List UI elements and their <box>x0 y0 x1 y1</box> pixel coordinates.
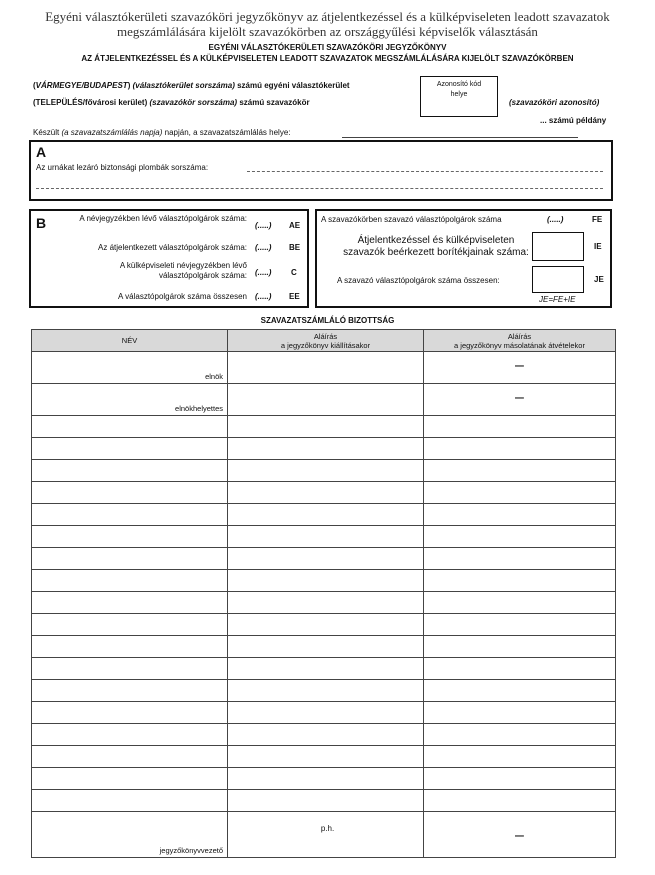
signature-cell[interactable] <box>228 438 424 460</box>
envelopes-label: Átjelentkezéssel és külképviseleten szavazók beérkezett borítékjainak száma: <box>343 235 529 258</box>
registered-voters-label: A névjegyzékben lévő választópolgárok száma: <box>79 214 247 223</box>
table-row <box>32 768 616 790</box>
code-fe: FE <box>592 215 603 224</box>
name-cell[interactable] <box>32 592 228 614</box>
table-row <box>32 352 616 384</box>
signature-cell[interactable] <box>228 460 424 482</box>
signature-cell[interactable] <box>424 416 616 438</box>
total-voting-label: A szavazó választópolgárok száma összesen: <box>337 276 500 285</box>
name-cell[interactable] <box>32 680 228 702</box>
name-cell[interactable] <box>32 548 228 570</box>
header-station-line: (TELEPÜLÉS/fővárosi kerület) (szavazókör sorszáma) számú szavazókör <box>33 98 310 107</box>
name-cell[interactable] <box>32 570 228 592</box>
code-be: BE <box>289 243 301 252</box>
id-code-label: Azonosító kód helye <box>436 81 482 98</box>
table-row <box>32 570 616 592</box>
code-ie: IE <box>594 242 602 251</box>
section-a-letter: A <box>36 144 47 160</box>
signature-cell[interactable] <box>424 526 616 548</box>
column-header-signature-copy: Aláírás a jegyzőkönyv másolatának átvételekor <box>424 330 616 352</box>
copy-number: ... számú példány <box>540 116 607 125</box>
transferred-voters-value[interactable]: (.....) <box>255 243 272 252</box>
table-row <box>32 482 616 504</box>
signature-cell[interactable] <box>228 812 424 858</box>
table-row <box>32 384 616 416</box>
signature-cell[interactable] <box>228 614 424 636</box>
signature-cell[interactable] <box>424 636 616 658</box>
signature-dash: – <box>424 352 616 384</box>
station-number-field[interactable]: (szavazókör sorszáma) <box>149 98 238 107</box>
column-header-name: NÉV <box>32 330 228 352</box>
code-ae: AE <box>289 221 301 230</box>
role-clerk[interactable]: jegyzőkönyvvezető <box>32 812 228 858</box>
district-number-field[interactable]: (választókerület sorszáma) <box>132 81 235 90</box>
section-b-left <box>29 209 309 308</box>
made-line: Készült (a szavazatszámlálás napja) napján, a szavazatszámlálás helye: <box>33 128 291 137</box>
document-heading-line-1: Egyéni választókerületi szavazóköri jegyzőkönyv az átjelentkezéssel és a külképviseleten leadott szavazatok <box>45 9 610 24</box>
title-line-1: EGYÉNI VÁLASZTÓKERÜLETI SZAVAZÓKÖRI JEGYZŐKÖNYV <box>208 43 447 52</box>
envelopes-value-box[interactable] <box>532 232 584 261</box>
signature-cell[interactable] <box>424 438 616 460</box>
total-voting-value-box[interactable] <box>532 266 584 293</box>
id-code-box[interactable] <box>420 76 498 117</box>
name-cell[interactable] <box>32 658 228 680</box>
registered-voters-value[interactable]: (.....) <box>255 221 272 230</box>
count-location-field[interactable] <box>342 137 578 138</box>
signature-cell[interactable] <box>424 680 616 702</box>
signature-cell[interactable] <box>424 724 616 746</box>
signature-cell[interactable] <box>424 702 616 724</box>
seal-numbers-field-2[interactable] <box>36 188 603 189</box>
foreign-register-value[interactable]: (.....) <box>255 268 272 277</box>
signature-cell[interactable] <box>424 592 616 614</box>
signature-cell[interactable] <box>228 504 424 526</box>
signature-cell[interactable] <box>424 460 616 482</box>
name-cell[interactable] <box>32 416 228 438</box>
signature-cell[interactable] <box>228 658 424 680</box>
signature-cell[interactable] <box>228 768 424 790</box>
signature-cell[interactable] <box>424 570 616 592</box>
signature-cell[interactable] <box>228 680 424 702</box>
signature-cell[interactable] <box>228 352 424 384</box>
name-cell[interactable] <box>32 746 228 768</box>
signature-cell[interactable] <box>424 768 616 790</box>
county-field[interactable]: VÁRMEGYE/BUDAPEST <box>35 81 128 90</box>
signature-cell[interactable] <box>424 746 616 768</box>
signature-cell[interactable] <box>228 636 424 658</box>
signature-cell[interactable] <box>228 724 424 746</box>
signature-cell[interactable] <box>228 482 424 504</box>
name-cell[interactable] <box>32 768 228 790</box>
name-cell[interactable] <box>32 526 228 548</box>
title-line-2: AZ ÁTJELENTKEZÉSSEL ÉS A KÜLKÉPVISELETEN LEADOTT SZAVAZATOK MEGSZÁMLÁLÁSÁRA KIJELÖLT SZAVAZÓKÖRBEN <box>81 54 574 63</box>
settlement-field[interactable]: (TELEPÜLÉS/fővárosi kerület) <box>33 98 148 107</box>
document-heading-line-2: megszámlálására kijelölt szavazókörben az országgyűlési képviselők választásán <box>117 24 538 39</box>
name-cell[interactable] <box>32 438 228 460</box>
table-row <box>32 724 616 746</box>
code-c: C <box>291 268 297 277</box>
stamp-placeholder: p.h. <box>320 824 335 833</box>
table-row <box>32 438 616 460</box>
signature-cell[interactable] <box>228 592 424 614</box>
signature-cell[interactable] <box>424 658 616 680</box>
name-cell[interactable] <box>32 504 228 526</box>
section-b-letter: B <box>36 215 47 231</box>
count-date-field[interactable]: (a szavazatszámlálás napja) <box>61 128 163 137</box>
code-ee: EE <box>289 292 300 301</box>
header-district-line: (VÁRMEGYE/BUDAPEST) (választókerület sorszáma) számú egyéni választókerület <box>33 81 350 90</box>
signature-cell[interactable] <box>228 746 424 768</box>
signature-cell[interactable] <box>228 570 424 592</box>
signature-cell[interactable] <box>228 526 424 548</box>
name-cell[interactable] <box>32 702 228 724</box>
voting-voters-value[interactable]: (.....) <box>547 215 564 224</box>
signature-cell[interactable] <box>424 482 616 504</box>
section-a <box>29 140 613 201</box>
column-header-signature-issue: Aláírás a jegyzőkönyv kiállításakor <box>228 330 424 352</box>
table-row <box>32 548 616 570</box>
section-b-right <box>315 209 612 308</box>
signature-cell[interactable] <box>424 548 616 570</box>
seal-numbers-field-1[interactable] <box>247 171 603 172</box>
name-cell[interactable] <box>32 636 228 658</box>
signature-cell[interactable] <box>228 790 424 812</box>
transferred-voters-label: Az átjelentkezett választópolgárok száma: <box>98 243 247 252</box>
signature-cell[interactable] <box>228 548 424 570</box>
signature-cell[interactable] <box>228 702 424 724</box>
name-cell[interactable] <box>32 482 228 504</box>
role-chair[interactable]: elnök <box>32 352 228 384</box>
name-cell[interactable] <box>32 724 228 746</box>
formula: JE=FE+IE <box>539 295 576 304</box>
committee-title: SZAVAZATSZÁMLÁLÓ BIZOTTSÁG <box>260 316 395 325</box>
station-id-field[interactable]: (szavazóköri azonosító) <box>509 98 600 107</box>
signature-dash: – <box>424 812 616 858</box>
table-row <box>32 812 616 858</box>
role-vice-chair[interactable]: elnökhelyettes <box>32 384 228 416</box>
table-row <box>32 702 616 724</box>
voting-voters-label: A szavazókörben szavazó választópolgárok száma <box>321 215 502 224</box>
table-row <box>32 636 616 658</box>
signature-cell[interactable] <box>228 416 424 438</box>
total-voters-label: A választópolgárok száma összesen <box>118 292 247 301</box>
seal-numbers-label: Az urnákat lezáró biztonsági plombák sorszáma: <box>36 163 209 172</box>
signature-cell[interactable] <box>424 614 616 636</box>
table-row <box>32 592 616 614</box>
table-row <box>32 658 616 680</box>
foreign-register-label: A külképviseleti névjegyzékben lévő választópolgárok száma: <box>119 261 247 280</box>
signature-cell[interactable] <box>424 790 616 812</box>
name-cell[interactable] <box>32 790 228 812</box>
table-row <box>32 504 616 526</box>
table-row <box>32 746 616 768</box>
code-je: JE <box>594 275 604 284</box>
table-row <box>32 526 616 548</box>
table-row <box>32 614 616 636</box>
table-row <box>32 460 616 482</box>
committee-table <box>31 329 616 858</box>
signature-cell[interactable] <box>424 504 616 526</box>
table-row <box>32 680 616 702</box>
table-row <box>32 416 616 438</box>
total-voters-value[interactable]: (.....) <box>255 292 272 301</box>
signature-cell[interactable] <box>228 384 424 416</box>
name-cell[interactable] <box>32 460 228 482</box>
table-row <box>32 790 616 812</box>
name-cell[interactable] <box>32 614 228 636</box>
signature-dash: – <box>424 384 616 416</box>
